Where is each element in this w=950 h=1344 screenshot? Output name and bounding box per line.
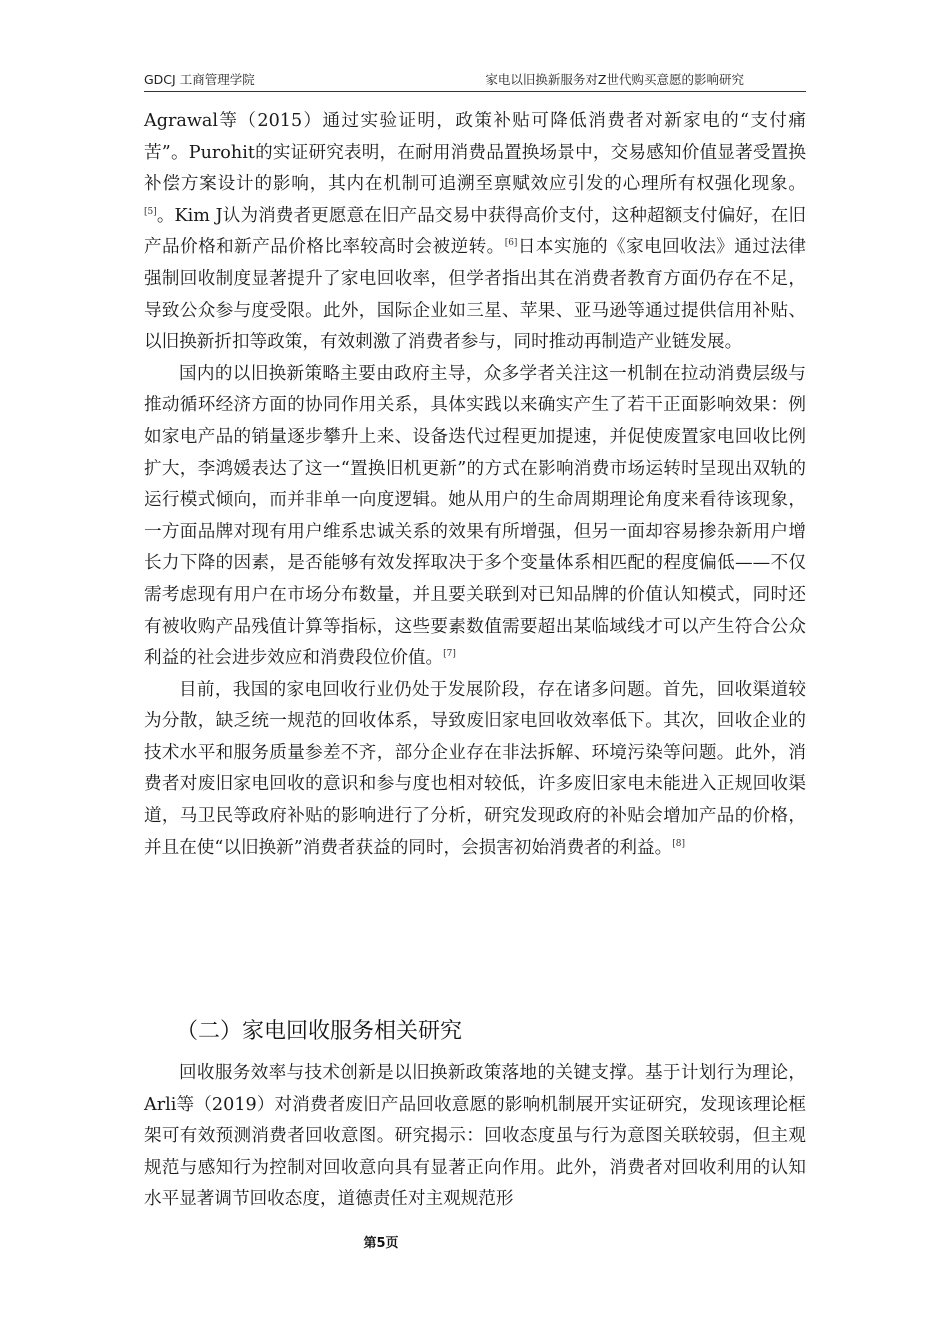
paragraph-3-text: 目前，我国的家电回收行业仍处于发展阶段，存在诸多问题。首先，回收渠道较为分散，缺乏统一规范的回收体系，导致废旧家电回收效率低下。其次，回收企业的技术水平和服务质量参差不齐，部分企业存在非法拆解、环境污染等问题。此外，消费者对废旧家电回收的意识和参与度也相对较低，许多废旧家电未能进入正规回收渠道，马卫民等政府补贴的影响进行了分析，研究发现政府的补贴会增加产品的价格，并且在使“以旧换新”消费者获益的同时，会损害初始消费者的利益。 — [144, 679, 806, 858]
body-text — [144, 106, 806, 864]
section-heading: （二）家电回收服务相关研究 — [176, 1019, 463, 1044]
paragraph-1-text-1: Agrawal等（2015）通过实验证明，政策补贴可降低消费者对新家电的“支付痛苦”。Purohit的实证研究表明，在耐用消费品置换场景中，交易感知价值显著受置换补偿方案设计的影响，其内在机制可追溯至禀赋效应引发的心理所有权强化现象。 — [144, 111, 806, 195]
citation-8: [8] — [672, 838, 685, 849]
section-body-text — [144, 1058, 806, 1216]
section-paragraph-1 — [144, 1058, 806, 1216]
citation-7: [7] — [443, 649, 456, 660]
paragraph-1 — [144, 106, 806, 359]
paragraph-1-text-2: 。Kim J认为消费者更愿意在旧产品交易中获得高价支付，这种超额支付偏好，在旧产品价格和新产品价格比率较高时会被逆转。 — [144, 205, 806, 258]
page-footer — [0, 1232, 950, 1251]
paragraph-3 — [144, 675, 806, 865]
paragraph-2 — [144, 359, 806, 675]
page-header — [144, 70, 806, 90]
page-number: 第5页 — [363, 1236, 399, 1251]
header-rule — [144, 91, 806, 92]
paragraph-2-text: 国内的以旧换新策略主要由政府主导，众多学者关注这一机制在拉动消费层级与推动循环经济方面的协同作用关系，具体实践以来确实产生了若干正面影响效果：例如家电产品的销量逐步攀升上来、设备迭代过程更加提速，并促使废置家电回收比例扩大，李鸿媛表达了这一“置换旧机更新”的方式在影响消费市场运转时呈现出双轨的运行模式倾向，而并非单一向度逻辑。她从用户的生命周期理论角度来看待该现象，一方面品牌对现有用户维系忠诚关系的效果有所增强，但另一面却容易掺杂新用户增长力下降的因素，是否能够有效发挥取决于多个变量体系相匹配的程度偏低——不仅需考虑现有用户在市场分布数量，并且要关联到对已知品牌的价值认知模式，同时还有被收购产品残值计算等指标，这些要素数值需要超出某临域线才可以产生符合公众利益的社会进步效应和消费段位价值。 — [144, 363, 806, 669]
section-paragraph-1-text: 回收服务效率与技术创新是以旧换新政策落地的关键支撑。基于计划行为理论，Arli等（2019）对消费者废旧产品回收意愿的影响机制展开实证研究，发现该理论框架可有效预测消费者回收意图。研究揭示：回收态度虽与行为意图关联较弱，但主观规范与感知行为控制对回收意向具有显著正向作用。此外，消费者对回收利用的认知水平显著调节回收态度，道德责任对主观规范形 — [144, 1063, 806, 1210]
citation-6: [6] — [504, 238, 518, 249]
header-paper-title: 家电以旧换新服务对Z世代购买意愿的影响研究 — [485, 72, 744, 87]
citation-5: [5] — [144, 206, 157, 217]
paragraph-1-text-3: 日本实施的《家电回收法》通过法律强制回收制度显著提升了家电回收率，但学者指出其在消费者教育方面仍存在不足，导致公众参与度受限。此外，国际企业如三星、苹果、亚马逊等通过提供信用补贴、以旧换新折扣等政策，有效刺激了消费者参与，同时推动再制造产业链发展。 — [144, 237, 806, 353]
header-institution: GDCJ 工商管理学院 — [144, 72, 255, 87]
